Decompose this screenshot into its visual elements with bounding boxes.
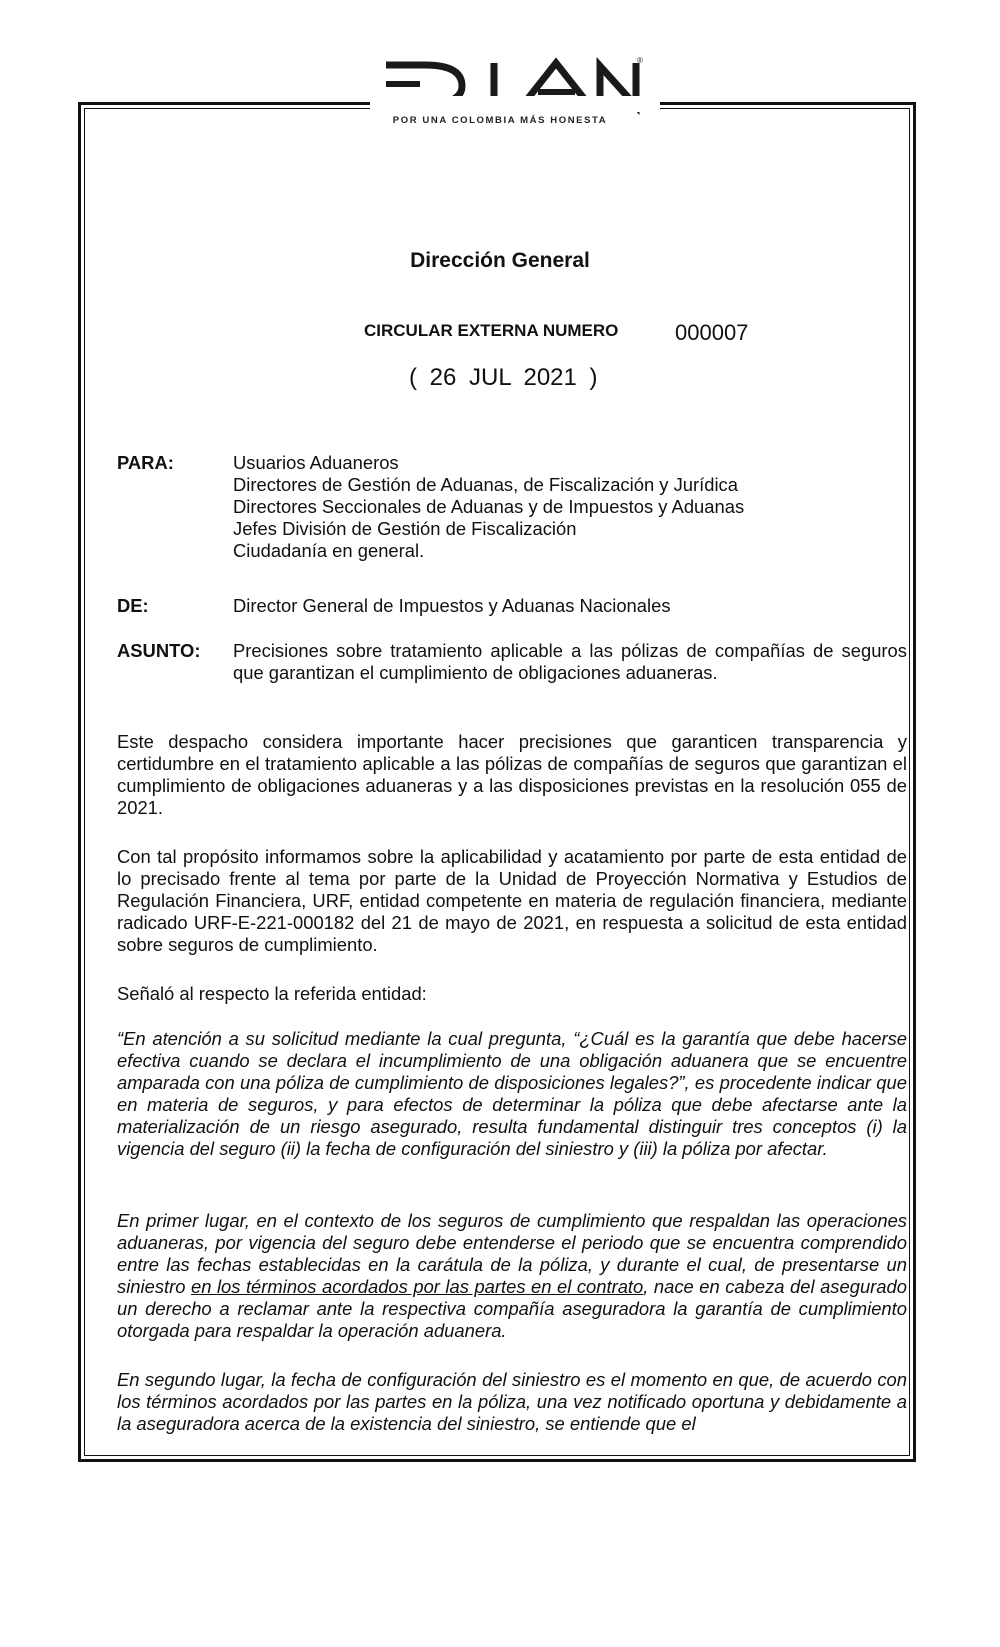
- circular-number: 000007: [675, 320, 749, 345]
- body-paragraph-3: Señaló al respecto la referida entidad:: [117, 983, 427, 1004]
- circular-label: CIRCULAR EXTERNA NUMERO: [364, 321, 619, 340]
- recipient-line: Jefes División de Gestión de Fiscalización: [233, 518, 577, 539]
- to-label: PARA:: [117, 452, 174, 473]
- recipient-line: Directores Seccionales de Aduanas y de Impuestos y Aduanas: [233, 496, 745, 517]
- frame-logo-gap: [370, 96, 660, 112]
- quote-paragraph-3: En segundo lugar, la fecha de configuración del siniestro es el momento en que, de acuerdo con los términos acordados por las partes en la póliza, una vez notificado oportuna y debidamente a la aseguradora acerca de la existencia del siniestro, se entiende que el: [117, 1369, 907, 1434]
- from-value: Director General de Impuestos y Aduanas Nacionales: [233, 595, 671, 616]
- to-recipients: [233, 452, 907, 562]
- quote-2-part-b: , nace en cabeza del asegurado un derecho a reclamar ante la respectiva compañía aseguradora la garantía de cumplimiento otorgada para respaldar la operación aduanera.: [117, 1276, 907, 1341]
- recipient-line: Directores de Gestión de Aduanas, de Fiscalización y Jurídica: [233, 474, 738, 495]
- recipient-line: Ciudadanía en general.: [233, 540, 425, 561]
- quote-2-underlined: en los términos acordados por las partes en el contrato: [190, 1276, 644, 1297]
- body-paragraph-2: Con tal propósito informamos sobre la aplicabilidad y acatamiento por parte de esta entidad de lo precisado frente al tema por parte de la Unidad de Proyección Normativa y Estudios de Regulación Financiera, URF, entidad competente en materia de regulación financiera, mediante radicado URF-E-221-000182 del 21 de mayo de 2021, en respuesta a solicitud de esta entidad sobre seguros de cumplimiento.: [117, 846, 907, 955]
- circular-date: ( 26 JUL 2021 ): [409, 364, 598, 391]
- logo-tagline: POR UNA COLOMBIA MÁS HONESTA: [392, 115, 608, 126]
- quote-paragraph-1: “En atención a su solicitud mediante la cual pregunta, “¿Cuál es la garantía que debe hacerse efectiva cuando se declara el incumplimiento de una obligación aduanera que se encuentre amparada con una póliza de cumplimiento de disposiciones legales?”, es procedente indicar que en materia de seguros, y para efectos de determinar la póliza que debe afectarse ante la materialización de un riesgo asegurado, resulta fundamental distinguir tres conceptos (i) la vigencia del seguro (ii) la fecha de configuración del siniestro y (iii) la póliza por afectar.: [117, 1028, 907, 1159]
- body-paragraph-1: Este despacho considera importante hacer precisiones que garanticen transparencia y certidumbre en el tratamiento aplicable a las pólizas de compañías de seguros que garantizan el cumplimiento de obligaciones aduaneras y a las disposiciones previstas en la resolución 055 de 2021.: [117, 731, 907, 818]
- quote-2-part-a: En primer lugar, en el contexto de los seguros de cumplimiento que respaldan las operaciones aduaneras, por vigencia del seguro debe entenderse el periodo que se encuentra comprendido entre las fechas establecidas en la carátula de la póliza, y durante el cual, de presentarse un siniestro: [117, 1210, 907, 1297]
- from-label: DE:: [117, 595, 149, 616]
- to-section: [117, 452, 907, 572]
- quote-paragraph-2: [117, 1210, 907, 1342]
- recipient-line: Usuarios Aduaneros: [233, 452, 399, 473]
- document-title: Dirección General: [410, 249, 590, 272]
- registered-mark: ®: [637, 56, 643, 65]
- subject-value: Precisiones sobre tratamiento aplicable a las pólizas de compañías de seguros que garantizan el cumplimiento de obligaciones aduaneras.: [233, 640, 907, 683]
- subject-label: ASUNTO:: [117, 640, 201, 661]
- from-section: [117, 595, 907, 619]
- subject-section: [117, 640, 907, 686]
